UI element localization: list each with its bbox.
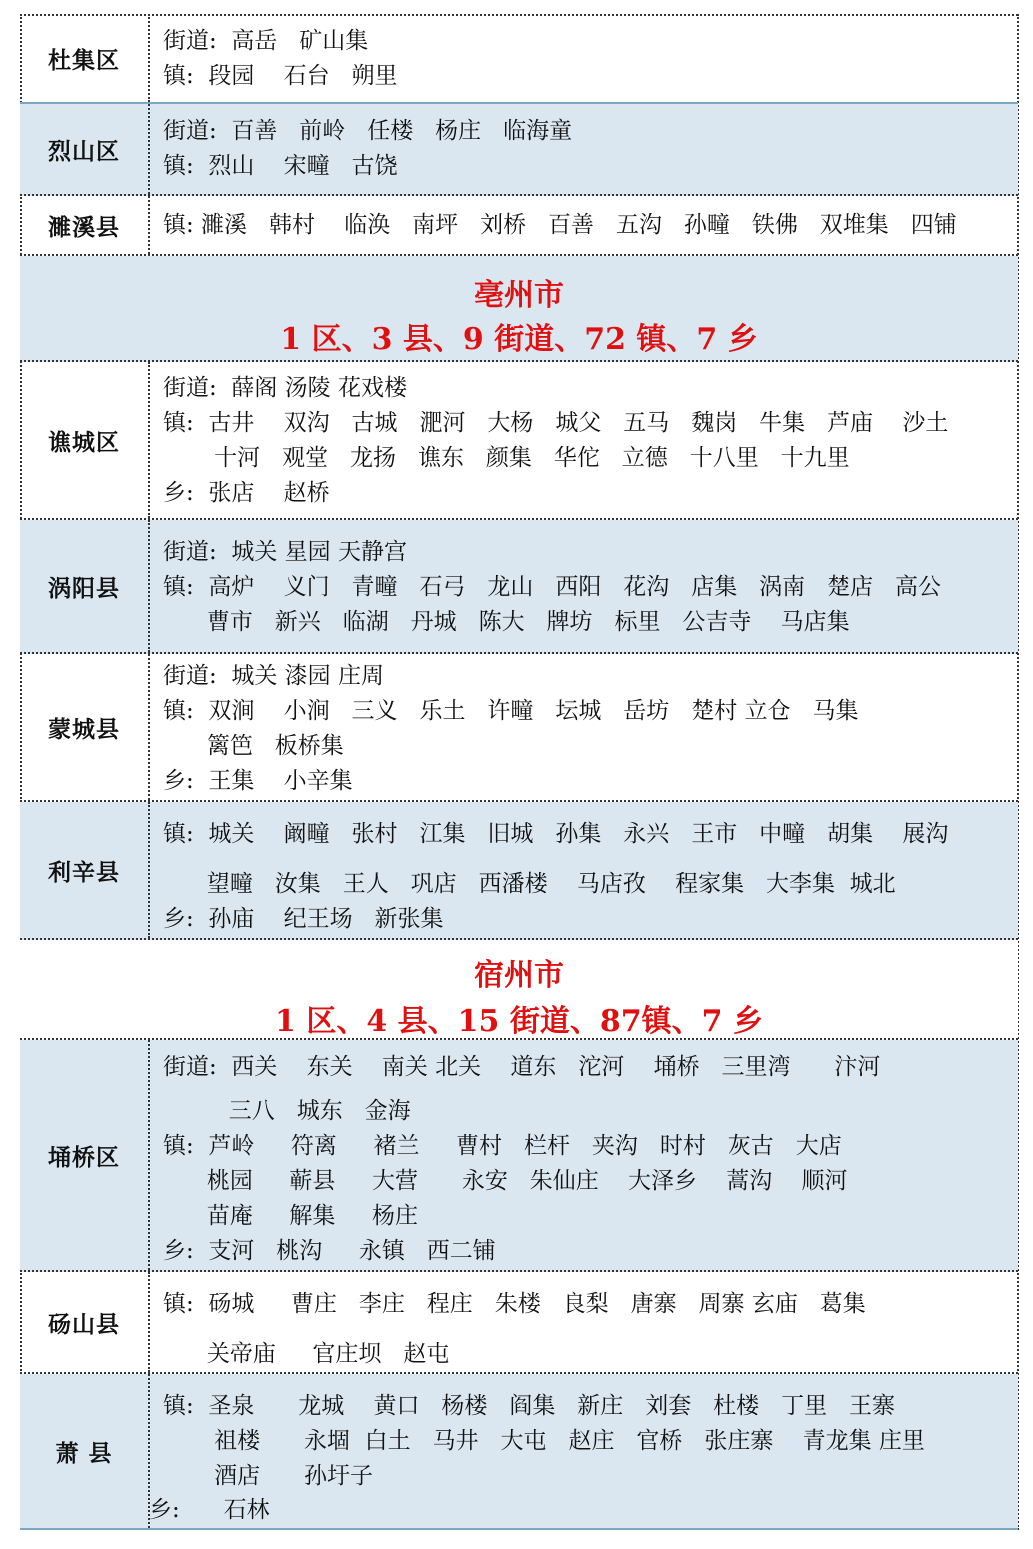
streets-line: 街道: 城关 漆园 庄周 [163, 663, 384, 689]
towns-line: 镇: 古井 双沟 古城 淝河 大杨 城父 五马 魏岗 牛集 芦庙 沙土 [163, 410, 949, 436]
district-name: 杜集区 [20, 14, 150, 102]
towns-line: 镇: 双涧 小涧 三义 乐土 许疃 坛城 岳坊 楚村 立仓 马集 [163, 698, 859, 724]
table-row [20, 196, 1018, 256]
district-name: 谯城区 [20, 362, 150, 518]
towns-line-cont: 祖楼 永堌 白土 马井 大屯 赵庄 官桥 张庄寨 青龙集 庄里 [163, 1428, 925, 1454]
district-content [163, 1272, 1008, 1372]
table-row [20, 520, 1018, 654]
table-bottom-border [20, 1528, 1018, 1530]
table-row [20, 654, 1018, 802]
streets-line-cont: 三八 城东 金海 [163, 1098, 411, 1124]
table-row [20, 1272, 1018, 1374]
townships-line: 乡: 孙庙 纪王场 新张集 [163, 906, 444, 932]
towns-line: 镇: 段园 石台 朔里 [163, 63, 398, 89]
streets-line: 街道: 百善 前岭 任楼 杨庄 临海童 [163, 118, 573, 144]
townships-line: 乡: 石林 [149, 1497, 270, 1523]
streets-line: 街道: 高岳 矿山集 [163, 28, 369, 54]
district-content [163, 654, 1008, 800]
district-name: 濉溪县 [20, 196, 150, 254]
table-row [20, 802, 1018, 940]
table-row [20, 104, 1018, 196]
towns-line: 镇: 城关 阚疃 张村 江集 旧城 孙集 永兴 王市 中疃 胡集 展沟 [163, 821, 949, 847]
towns-line: 镇: 高炉 义门 青疃 石弓 龙山 西阳 花沟 店集 涡南 楚店 高公 [163, 574, 942, 600]
table-row [20, 1374, 1018, 1528]
towns-line-cont: 桃园 蕲县 大营 永安 朱仙庄 大泽乡 蒿沟 顺河 [163, 1168, 848, 1194]
table-row [20, 14, 1018, 104]
streets-line: 街道: 西关 东关 南关 北关 道东 沱河 埇桥 三里湾 汴河 [163, 1054, 881, 1080]
streets-line: 街道: 薛阁 汤陵 花戏楼 [163, 375, 407, 401]
towns-line: 镇: 砀城 曹庄 李庄 程庄 朱楼 良梨 唐寨 周寨 玄庙 葛集 [163, 1291, 866, 1317]
city-stats: 1 区、3 县、9 街道、72 镇、7 乡 [280, 322, 758, 357]
townships-line: 乡: 王集 小辛集 [163, 768, 353, 794]
district-content [163, 14, 1008, 102]
district-content [163, 1040, 1008, 1270]
district-content [163, 362, 1008, 518]
district-name: 蒙城县 [20, 654, 150, 800]
district-name: 烈山区 [20, 104, 150, 194]
towns-line-cont: 篱笆 板桥集 [163, 733, 344, 759]
towns-line-cont: 望疃 汝集 王人 巩店 西潘楼 马店孜 程家集 大李集 城北 [163, 871, 896, 897]
towns-line: 镇: 芦岭 符离 褚兰 曹村 栏杆 夹沟 时村 灰古 大店 [163, 1133, 842, 1159]
townships-line: 乡: 支河 桃沟 永镇 西二铺 [163, 1238, 496, 1264]
district-name: 萧 县 [20, 1374, 150, 1528]
district-content [163, 802, 1008, 938]
district-content [163, 196, 1008, 254]
district-name: 涡阳县 [20, 520, 150, 652]
district-name: 利辛县 [20, 802, 150, 938]
city-name: 亳州市 [474, 278, 564, 313]
towns-line-cont: 苗庵 解集 杨庄 [163, 1203, 418, 1229]
towns-line-cont: 十河 观堂 龙扬 谯东 颜集 华佗 立德 十八里 十九里 [163, 445, 850, 471]
district-name: 砀山县 [20, 1272, 150, 1372]
towns-line: 镇: 圣泉 龙城 黄口 杨楼 阎集 新庄 刘套 杜楼 丁里 王寨 [163, 1393, 896, 1419]
district-content [163, 104, 1008, 194]
towns-line-cont: 关帝庙 官庄坝 赵屯 [163, 1341, 450, 1367]
city-header [20, 940, 1018, 1040]
towns-line-cont: 曹市 新兴 临湖 丹城 陈大 牌坊 标里 公吉寺 马店集 [163, 609, 850, 635]
city-header [20, 256, 1018, 362]
city-name: 宿州市 [474, 958, 564, 993]
district-content [149, 1374, 1008, 1528]
table-row [20, 1040, 1018, 1272]
towns-line: 镇: 濉溪 韩村 临涣 南坪 刘桥 百善 五沟 孙疃 铁佛 双堆集 四铺 [163, 212, 957, 238]
table-row [20, 362, 1018, 520]
district-content [163, 520, 1008, 652]
townships-line: 乡: 张店 赵桥 [163, 480, 330, 506]
city-stats: 1 区、4 县、15 街道、87镇、7 乡 [275, 1004, 763, 1039]
streets-line: 街道: 城关 星园 天静宫 [163, 539, 407, 565]
towns-line-cont: 酒店 孙圩子 [163, 1463, 374, 1489]
towns-line: 镇: 烈山 宋疃 古饶 [163, 153, 398, 179]
district-name: 埇桥区 [20, 1040, 150, 1270]
